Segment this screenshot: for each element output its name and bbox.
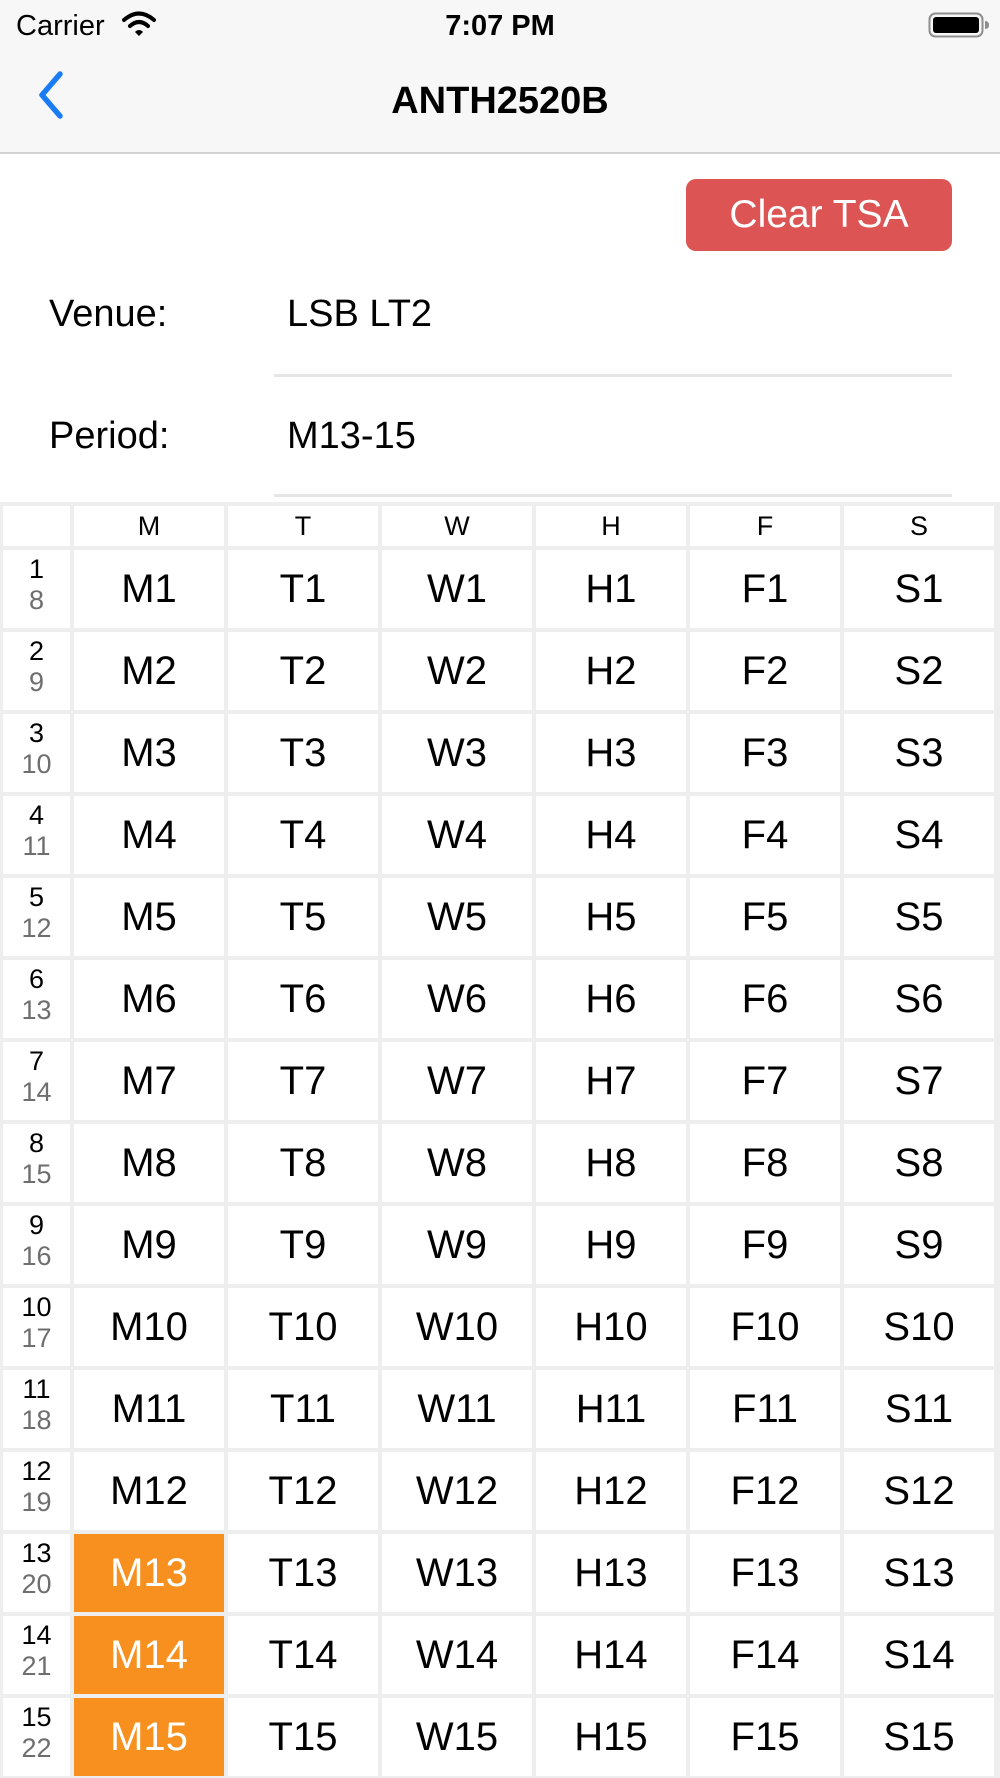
day-header: F xyxy=(690,506,840,546)
timeslot-cell[interactable]: T13 xyxy=(228,1534,378,1612)
period-number: 15 xyxy=(21,1702,52,1732)
timeslot-cell[interactable]: S2 xyxy=(844,632,994,710)
timeslot-cell[interactable]: T1 xyxy=(228,550,378,628)
timeslot-cell[interactable]: H7 xyxy=(536,1042,686,1120)
period-number: 3 xyxy=(28,718,45,748)
day-header: W xyxy=(382,506,532,546)
timeslot-cell[interactable]: T11 xyxy=(228,1370,378,1448)
navigation-bar xyxy=(0,0,1000,154)
period-number: 6 xyxy=(28,964,45,994)
timeslot-cell[interactable]: M4 xyxy=(74,796,224,874)
period-alt-number: 16 xyxy=(21,1241,52,1271)
row-header xyxy=(3,878,70,956)
timeslot-cell[interactable]: F5 xyxy=(690,878,840,956)
timeslot-cell[interactable]: F4 xyxy=(690,796,840,874)
timeslot-cell[interactable]: M14 xyxy=(74,1616,224,1694)
timeslot-cell[interactable]: F12 xyxy=(690,1452,840,1530)
timeslot-cell[interactable]: F6 xyxy=(690,960,840,1038)
row-header xyxy=(3,796,70,874)
period-alt-number: 8 xyxy=(28,585,45,615)
timeslot-cell[interactable]: F3 xyxy=(690,714,840,792)
row-header xyxy=(3,1452,70,1530)
timeslot-cell[interactable]: T15 xyxy=(228,1698,378,1776)
period-number: 13 xyxy=(21,1538,52,1568)
timeslot-cell[interactable]: W12 xyxy=(382,1452,532,1530)
period-alt-number: 10 xyxy=(21,749,52,779)
timeslot-cell[interactable]: H8 xyxy=(536,1124,686,1202)
period-number: 1 xyxy=(28,554,45,584)
timeslot-cell[interactable]: F8 xyxy=(690,1124,840,1202)
status-time: 7:07 PM xyxy=(445,10,555,42)
timeslot-cell[interactable]: H2 xyxy=(536,632,686,710)
timeslot-cell[interactable]: M11 xyxy=(74,1370,224,1448)
period-alt-number: 14 xyxy=(21,1077,52,1107)
period-number: 10 xyxy=(21,1292,52,1322)
timeslot-cell[interactable]: F9 xyxy=(690,1206,840,1284)
timeslot-cell[interactable]: T10 xyxy=(228,1288,378,1366)
timeslot-cell[interactable]: W2 xyxy=(382,632,532,710)
period-alt-number: 17 xyxy=(21,1323,52,1353)
timeslot-cell[interactable]: S11 xyxy=(844,1370,994,1448)
timeslot-cell[interactable]: W15 xyxy=(382,1698,532,1776)
timeslot-cell[interactable]: F10 xyxy=(690,1288,840,1366)
period-number: 12 xyxy=(21,1456,52,1486)
timeslot-cell[interactable]: H12 xyxy=(536,1452,686,1530)
timeslot-cell[interactable]: W7 xyxy=(382,1042,532,1120)
timeslot-cell[interactable]: F1 xyxy=(690,550,840,628)
timeslot-cell[interactable]: T12 xyxy=(228,1452,378,1530)
row-header xyxy=(3,1206,70,1284)
row-header xyxy=(3,714,70,792)
period-alt-number: 13 xyxy=(21,995,52,1025)
timeslot-cell[interactable]: M3 xyxy=(74,714,224,792)
timeslot-cell[interactable]: F15 xyxy=(690,1698,840,1776)
period-alt-number: 21 xyxy=(21,1651,52,1681)
period-label: Period: xyxy=(49,415,170,457)
timeslot-cell[interactable]: H9 xyxy=(536,1206,686,1284)
timeslot-cell[interactable]: S14 xyxy=(844,1616,994,1694)
day-header: H xyxy=(536,506,686,546)
period-alt-number: 11 xyxy=(22,831,51,861)
timeslot-cell[interactable]: S6 xyxy=(844,960,994,1038)
period-divider xyxy=(274,494,952,497)
period-number: 7 xyxy=(28,1046,45,1076)
carrier-label: Carrier xyxy=(16,10,105,42)
timeslot-cell[interactable]: S12 xyxy=(844,1452,994,1530)
timeslot-cell[interactable]: H15 xyxy=(536,1698,686,1776)
timeslot-cell[interactable]: H11 xyxy=(536,1370,686,1448)
period-number: 4 xyxy=(28,800,45,830)
grid-corner xyxy=(3,506,70,546)
timeslot-cell[interactable]: W1 xyxy=(382,550,532,628)
timeslot-cell[interactable]: S7 xyxy=(844,1042,994,1120)
timeslot-cell[interactable]: M1 xyxy=(74,550,224,628)
timeslot-cell[interactable]: S15 xyxy=(844,1698,994,1776)
row-header xyxy=(3,1616,70,1694)
timeslot-cell[interactable]: M13 xyxy=(74,1534,224,1612)
timeslot-cell[interactable]: H6 xyxy=(536,960,686,1038)
timeslot-cell[interactable]: H14 xyxy=(536,1616,686,1694)
row-header xyxy=(3,550,70,628)
timeslot-cell[interactable]: W6 xyxy=(382,960,532,1038)
timeslot-cell[interactable]: M10 xyxy=(74,1288,224,1366)
row-header xyxy=(3,1042,70,1120)
timeslot-cell[interactable]: W4 xyxy=(382,796,532,874)
timeslot-cell[interactable]: T5 xyxy=(228,878,378,956)
timeslot-cell[interactable]: S13 xyxy=(844,1534,994,1612)
timeslot-cell[interactable]: S8 xyxy=(844,1124,994,1202)
timeslot-cell[interactable]: F2 xyxy=(690,632,840,710)
day-header: S xyxy=(844,506,994,546)
timeslot-cell[interactable]: H1 xyxy=(536,550,686,628)
timeslot-cell[interactable]: T3 xyxy=(228,714,378,792)
timeslot-cell[interactable]: H4 xyxy=(536,796,686,874)
period-alt-number: 9 xyxy=(28,667,45,697)
row-header xyxy=(3,960,70,1038)
period-number: 8 xyxy=(28,1128,45,1158)
timeslot-cell[interactable]: W8 xyxy=(382,1124,532,1202)
timeslot-cell[interactable]: W11 xyxy=(382,1370,532,1448)
timeslot-cell[interactable]: W9 xyxy=(382,1206,532,1284)
timeslot-cell[interactable]: H10 xyxy=(536,1288,686,1366)
period-number: 9 xyxy=(28,1210,45,1240)
timeslot-cell[interactable]: M5 xyxy=(74,878,224,956)
timeslot-cell[interactable]: S3 xyxy=(844,714,994,792)
day-header: T xyxy=(228,506,378,546)
timeslot-cell[interactable]: T8 xyxy=(228,1124,378,1202)
timeslot-cell[interactable]: M2 xyxy=(74,632,224,710)
timeslot-cell[interactable]: F11 xyxy=(690,1370,840,1448)
row-header xyxy=(3,1534,70,1612)
day-header: M xyxy=(74,506,224,546)
timeslot-cell[interactable]: T2 xyxy=(228,632,378,710)
timeslot-cell[interactable]: T14 xyxy=(228,1616,378,1694)
period-alt-number: 15 xyxy=(21,1159,52,1189)
clear-tsa-button[interactable]: Clear TSA xyxy=(686,179,952,251)
period-number: 5 xyxy=(28,882,45,912)
period-alt-number: 12 xyxy=(21,913,52,943)
battery-icon xyxy=(928,12,990,38)
timeslot-cell[interactable]: S10 xyxy=(844,1288,994,1366)
timeslot-cell[interactable]: S1 xyxy=(844,550,994,628)
timeslot-cell[interactable]: T4 xyxy=(228,796,378,874)
timeslot-cell[interactable]: H13 xyxy=(536,1534,686,1612)
page-title: ANTH2520B xyxy=(391,80,609,122)
row-header xyxy=(3,1288,70,1366)
row-header xyxy=(3,1698,70,1776)
timeslot-cell[interactable]: H5 xyxy=(536,878,686,956)
row-header xyxy=(3,1124,70,1202)
period-alt-number: 20 xyxy=(21,1569,52,1599)
timeslot-cell[interactable]: T7 xyxy=(228,1042,378,1120)
timeslot-cell[interactable]: W14 xyxy=(382,1616,532,1694)
period-number: 11 xyxy=(22,1374,51,1404)
timeslot-cell[interactable]: M15 xyxy=(74,1698,224,1776)
timeslot-cell[interactable]: W3 xyxy=(382,714,532,792)
timeslot-cell[interactable]: M8 xyxy=(74,1124,224,1202)
timeslot-cell[interactable]: W10 xyxy=(382,1288,532,1366)
timeslot-cell[interactable]: T6 xyxy=(228,960,378,1038)
period-alt-number: 22 xyxy=(21,1733,52,1763)
period-number: 14 xyxy=(21,1620,52,1650)
period-alt-number: 19 xyxy=(21,1487,52,1517)
timeslot-cell[interactable]: T9 xyxy=(228,1206,378,1284)
venue-divider xyxy=(274,374,952,377)
timeslot-cell[interactable]: S9 xyxy=(844,1206,994,1284)
timeslot-cell[interactable]: M7 xyxy=(74,1042,224,1120)
timeslot-cell[interactable]: H3 xyxy=(536,714,686,792)
row-header xyxy=(3,1370,70,1448)
timeslot-cell[interactable]: F7 xyxy=(690,1042,840,1120)
timeslot-cell[interactable]: M12 xyxy=(74,1452,224,1530)
timeslot-cell[interactable]: M6 xyxy=(74,960,224,1038)
venue-value[interactable]: LSB LT2 xyxy=(287,293,433,335)
timeslot-cell[interactable]: W5 xyxy=(382,878,532,956)
timeslot-cell[interactable]: M9 xyxy=(74,1206,224,1284)
venue-label: Venue: xyxy=(49,293,168,335)
period-alt-number: 18 xyxy=(21,1405,52,1435)
period-value[interactable]: M13-15 xyxy=(287,415,416,457)
timeslot-cell[interactable]: W13 xyxy=(382,1534,532,1612)
timeslot-cell[interactable]: F14 xyxy=(690,1616,840,1694)
timeslot-cell[interactable]: F13 xyxy=(690,1534,840,1612)
timeslot-cell[interactable]: S4 xyxy=(844,796,994,874)
row-header xyxy=(3,632,70,710)
timetable-grid xyxy=(0,502,1000,1778)
period-number: 2 xyxy=(28,636,45,666)
timeslot-cell[interactable]: S5 xyxy=(844,878,994,956)
